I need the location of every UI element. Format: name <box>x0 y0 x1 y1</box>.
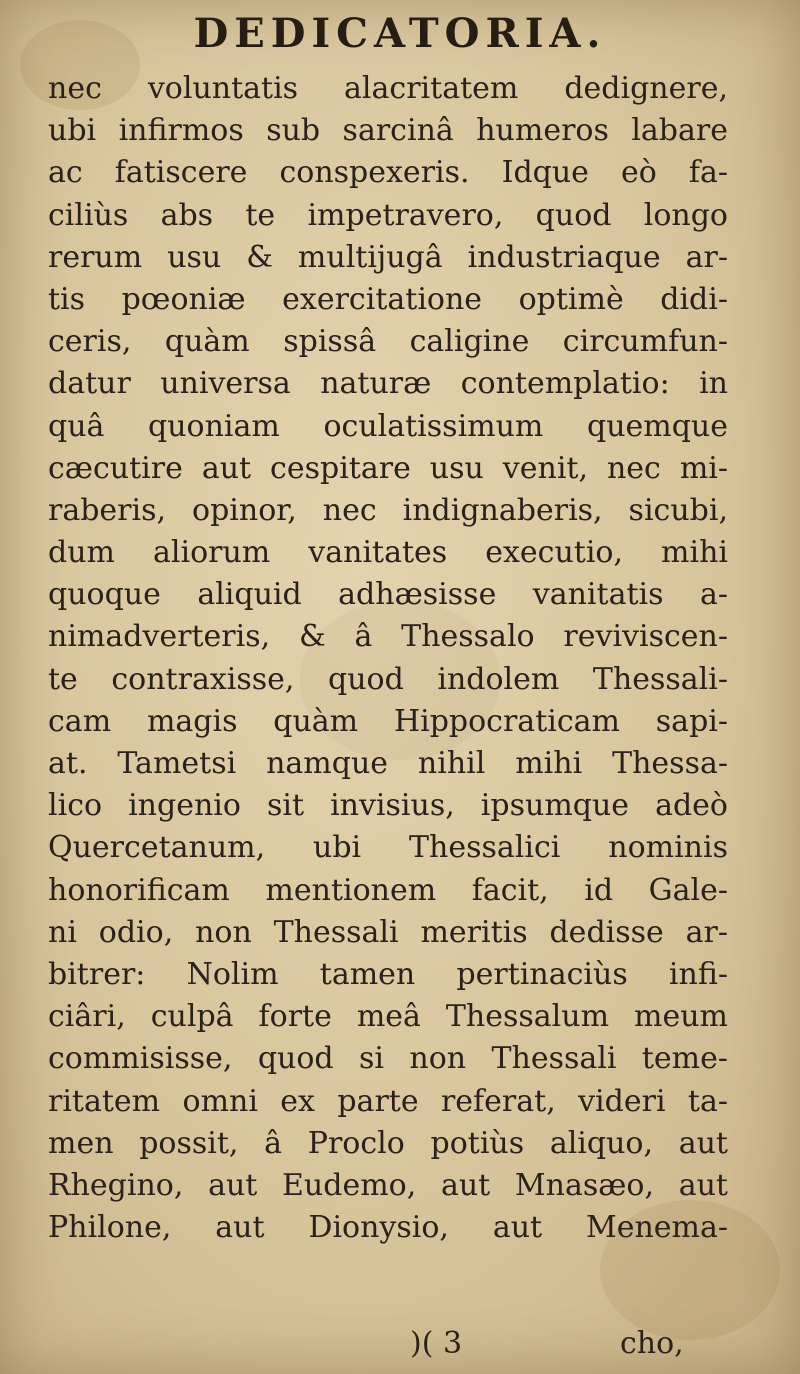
page-footer <box>0 1326 800 1366</box>
text-line: Rhegino, aut Eudemo, aut Mnasæo, aut <box>48 1167 728 1203</box>
text-line: ceris, quàm spissâ caligine circumfun- <box>48 324 728 360</box>
text-line: ritatem omni ex parte referat, videri ta- <box>48 1083 728 1119</box>
text-line: raberis, opinor, nec indignaberis, sicubi, <box>48 492 728 528</box>
text-line: nec voluntatis alacritatem dedignere, <box>48 71 728 106</box>
text-line: lico ingenio sit invisius, ipsumque adeò <box>48 788 728 824</box>
text-line: ciliùs abs te impetravero, quod longo <box>48 197 728 233</box>
running-title: DEDICATORIA. <box>193 10 607 57</box>
text-line: rerum usu & multijugâ industriaque ar- <box>48 239 728 275</box>
text-line: tis pœoniæ exercitatione optimè didi- <box>48 281 728 317</box>
text-line: dum aliorum vanitates executio, mihi <box>48 535 728 571</box>
text-line: te contraxisse, quod indolem Thessali- <box>48 661 728 697</box>
text-line: ciâri, culpâ forte meâ Thessalum meum <box>48 999 728 1035</box>
signature-mark: )( 3 <box>410 1326 463 1361</box>
text-line: datur universa naturæ contemplatio: in <box>48 366 728 402</box>
text-line: ubi infirmos sub sarcinâ humeros labare <box>48 113 728 149</box>
text-line: Quercetanum, ubi Thessalici nominis <box>48 830 728 866</box>
text-line: ac fatiscere conspexeris. Idque eò fa- <box>48 155 728 191</box>
text-line: Philone, aut Dionysio, aut Menema- <box>48 1210 728 1246</box>
text-line: honorificam mentionem facit, id Gale- <box>48 872 728 908</box>
text-line: bitrer: Nolim tamen pertinaciùs infi- <box>48 956 728 992</box>
text-line: quâ quoniam oculatissimum quemque <box>48 408 728 444</box>
text-line: cæcutire aut cespitare usu venit, nec mi- <box>48 450 728 486</box>
text-line: quoque aliquid adhæsisse vanitatis a- <box>48 577 728 613</box>
text-line: men possit, â Proclo potiùs aliquo, aut <box>48 1125 728 1161</box>
text-line: ni odio, non Thessali meritis dedisse ar- <box>48 914 728 950</box>
text-line: commisisse, quod si non Thessali teme- <box>48 1041 728 1077</box>
text-line: at. Tametsi namque nihil mihi Thessa- <box>48 746 728 781</box>
text-line: cam magis quàm Hippocraticam sapi- <box>48 703 728 739</box>
body-text <box>48 68 728 1249</box>
text-line: nimadverteris, & â Thessalo reviviscen- <box>48 619 728 655</box>
catchword: cho, <box>620 1326 684 1361</box>
